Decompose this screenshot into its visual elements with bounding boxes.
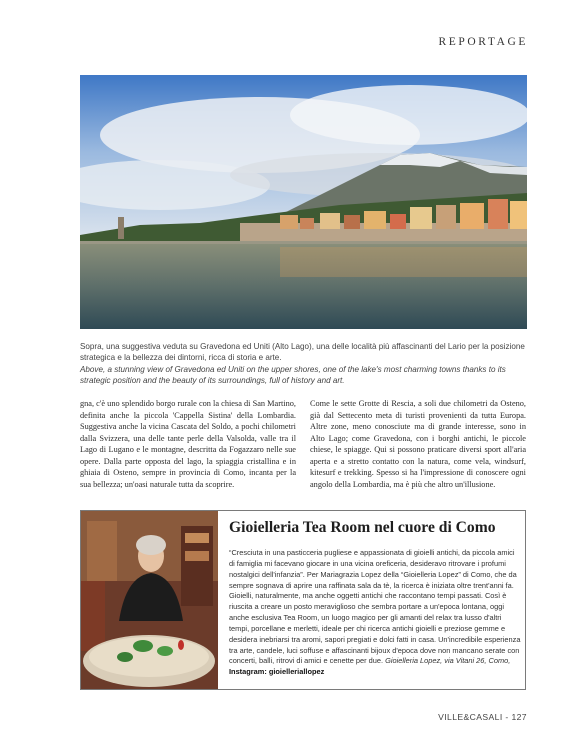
tea-room-sidebar-box xyxy=(80,510,526,690)
sidebar-body: “Cresciuta in una pasticceria pugliese e appassionata di gioielli antichi, da piccola amici di famiglia mi facevano giocare in una vicina oreficeria, desideravo ritrovare i profumi nostalgici dell'infanzia”. Per Mariagrazia Lopez della “Gioielleria Lopez” di Como, che da sempre sognava di aprire una raffinata sala da tè, la ricerca è iniziata oltre trent'anni fa. Gioielli, naturalmente, ma anche oggetti antichi che raccontano tempi passati. Così è riuscita a creare un posto meraviglioso che sembra portare a un'epoca lontana, oggi anche esclusiva Tea Room, un luogo magico per gli amanti del relax tra lusso d'altri tempi, porcellane e merletti, ideale per chi ricerca antichi gioielli e preziose gemme e desidera inebriarsi tra aromi, sapori pregiati e dolci fatti in casa. Un'incredibile esperienza tra arte, candele, luci soffuse e affascinanti bijoux d'epoca dove non mancano serate con concerti, balli, ritrovi di amici e cenette per due. xyxy=(229,548,521,666)
magazine-name: VILLE&CASALI xyxy=(438,712,503,722)
tea-room-photo xyxy=(81,511,218,689)
photo-caption xyxy=(80,341,527,387)
caption-english: Above, a stunning view of Gravedona ed Uniti on the upper shores, one of the lake's most charming towns thanks to its strategic position and the beauty of its surroundings, full of history and art. xyxy=(80,364,506,386)
page-footer xyxy=(438,712,527,722)
hero-photo-lake xyxy=(80,75,527,329)
lake-town-illustration xyxy=(80,75,527,329)
sidebar-title: Gioielleria Tea Room nel cuore di Como xyxy=(229,519,496,536)
section-title: REPORTAGE xyxy=(438,36,528,48)
article-column-1: gna, c'è uno splendido borgo rurale con la chiesa di San Martino, definita anche la piccola 'Cappella Sistina' della Lombardia. Suggestiva anche la vicina Cascata del Soldo, a pochi chilometri dalla Svizzera, una delle tante perle della Valsolda, valle tra il Lago di Lugano e le montagne, descritta da Fogazzaro nelle sue opere. Dalla parte opposta del lago, la spiaggia cristallina e in ghiaia di Osteno, sempre in provincia di Como, incanta per la sua bellezza; un'oasi naturale tutta da scoprire. xyxy=(80,399,296,489)
sidebar-instagram: Instagram: gioielleriallopez xyxy=(229,667,325,677)
caption-italian: Sopra, una suggestiva veduta su Gravedona ed Uniti (Alto Lago), una delle località più affascinanti del Lario per la posizione strategica e la bellezza dei dintorni, ricca di storia e arte. xyxy=(80,342,525,363)
page-number: 127 xyxy=(511,712,527,722)
article-column-2: Come le sette Grotte di Rescia, a soli due chilometri da Osteno, già dal Settecento meta di turisti provenienti da tutta Europa. Altre zone, meno conosciute ma di grande interesse, sono in Alto Lago; come Gravedona, con i borghi antichi, le piccole chiese, le spiagge. Qui si possono praticare diversi sport all'aria aperta e a stretto contatto con la natura, come vela, windsurf, kitesurf e trekking. Spesso si ha l'impressione di conoscere ogni angolo della Lombardia, ma è più che altro un'illusione. xyxy=(310,399,526,489)
footer-separator: - xyxy=(502,712,512,722)
woman-at-tea-table-illustration xyxy=(81,511,218,689)
sidebar-text xyxy=(229,548,521,678)
sidebar-address: Gioielleria Lopez, via Vitani 26, Como, xyxy=(385,656,511,666)
